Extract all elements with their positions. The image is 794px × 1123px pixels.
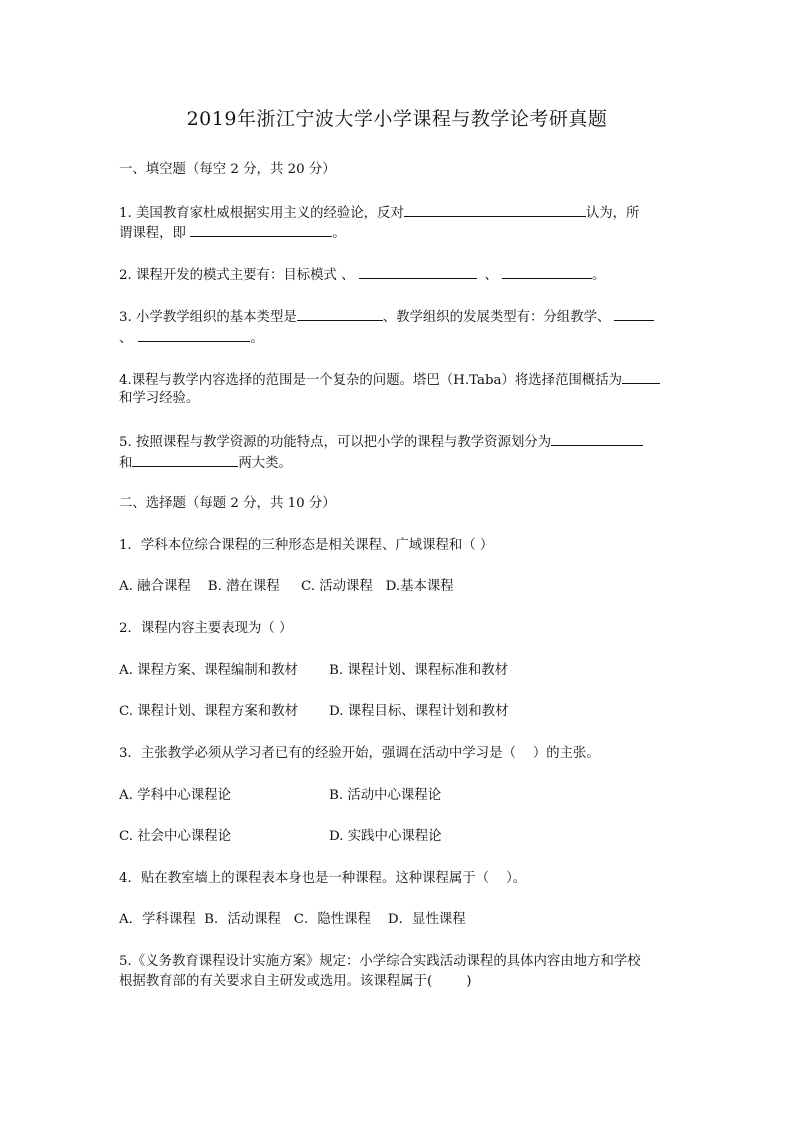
mc-question-1-stem: 1．学科本位综合课程的三种形态是相关课程、广域课程和（ ） [119,538,494,553]
option-c: C. 课程计划、课程方案和教材 [119,704,298,719]
mc-question-3-options-row-2 [119,827,442,847]
mc-question-3-options-row-1 [119,786,442,806]
q4-text: 4.课程与教学内容选择的范围是一个复杂的问题。塔巴（H.Taba）将选择范围概括为 [119,373,623,388]
question-5-line-2 [119,452,292,474]
q3-text: 。 [250,331,264,346]
answer-blank [551,431,643,446]
q3-text: 、 [119,331,133,346]
answer-blank [502,264,592,279]
section-heading-multiple-choice: 二、选择题（每题 2 分，共 10 分） [119,496,336,511]
question-4-line-1 [119,369,660,391]
q1-text: 认为，所 [585,206,640,221]
mc-question-3-stem: 3．主张教学必须从学习者已有的经验开始，强调在活动中学习是（ ）的主张。 [119,746,600,761]
mc-question-5-stem-line-1: 5.《义务教育课程设计实施方案》规定：小学综合实践活动课程的具体内容由地方和学校 [119,954,641,969]
q2-text: 2. 课程开发的模式主要有：目标模式 、 [119,268,355,283]
option-b: B. 活动中心课程论 [329,788,442,803]
question-3-line-2 [119,327,264,349]
question-2 [119,264,605,286]
section-heading-fill-in: 一、填空题（每空 2 分，共 20 分） [119,162,336,177]
answer-blank [190,222,332,237]
question-3-line-1 [119,306,654,328]
q3-text: 、教学组织的发展类型有：分组教学、 [382,310,611,325]
q5-text: 和 [119,456,133,471]
q1-text: 。 [332,226,346,241]
option-a: A. 学科中心课程论 [119,788,231,803]
question-1-line-2 [119,222,346,244]
q2-text: 、 [484,268,498,283]
mc-question-4-options: A．学科课程 B．活动课程 C．隐性课程 D．显性课程 [119,912,466,927]
option-d: D. 实践中心课程论 [329,829,442,844]
answer-blank [297,306,383,321]
page-title: 2019年浙江宁波大学小学课程与教学论考研真题 [186,108,608,130]
option-b: B. 课程计划、课程标准和教材 [329,663,509,678]
q2-text: 。 [591,268,606,283]
q5-text: 5. 按照课程与教学资源的功能特点，可以把小学的课程与教学资源划分为 [119,435,552,450]
q1-text: 1. 美国教育家杜威根据实用主义的经验论，反对 [119,206,404,221]
answer-blank [132,452,238,467]
mc-question-2-options-row-1 [119,661,509,681]
mc-question-4-stem: 4．贴在教室墙上的课程表本身也是一种课程。这种课程属于（ ）。 [119,871,527,886]
answer-blank [614,306,654,321]
question-1-line-1 [119,202,639,224]
option-d: D. 课程目标、课程计划和教材 [329,704,509,719]
mc-question-2-options-row-2 [119,702,509,722]
q5-text: 两大类。 [238,456,292,471]
question-4-line-2: 和学习经验。 [119,391,200,406]
answer-blank [138,327,250,342]
option-c: C. 社会中心课程论 [119,829,232,844]
option-a: A. 课程方案、课程编制和教材 [119,663,298,678]
answer-blank [622,369,660,384]
question-5-line-1 [119,431,643,453]
mc-question-5-stem-line-2: 根据教育部的有关要求自主研发或选用。该课程属于( ) [119,974,472,989]
mc-question-2-stem: 2．课程内容主要表现为（ ） [119,621,293,636]
answer-blank [404,202,586,217]
answer-blank [359,264,477,279]
q3-text: 3. 小学教学组织的基本类型是 [119,310,297,325]
q1-text: 谓课程，即 [119,226,186,241]
mc-question-1-options: A. 融合课程 B. 潜在课程 C. 活动课程 D.基本课程 [119,579,454,594]
